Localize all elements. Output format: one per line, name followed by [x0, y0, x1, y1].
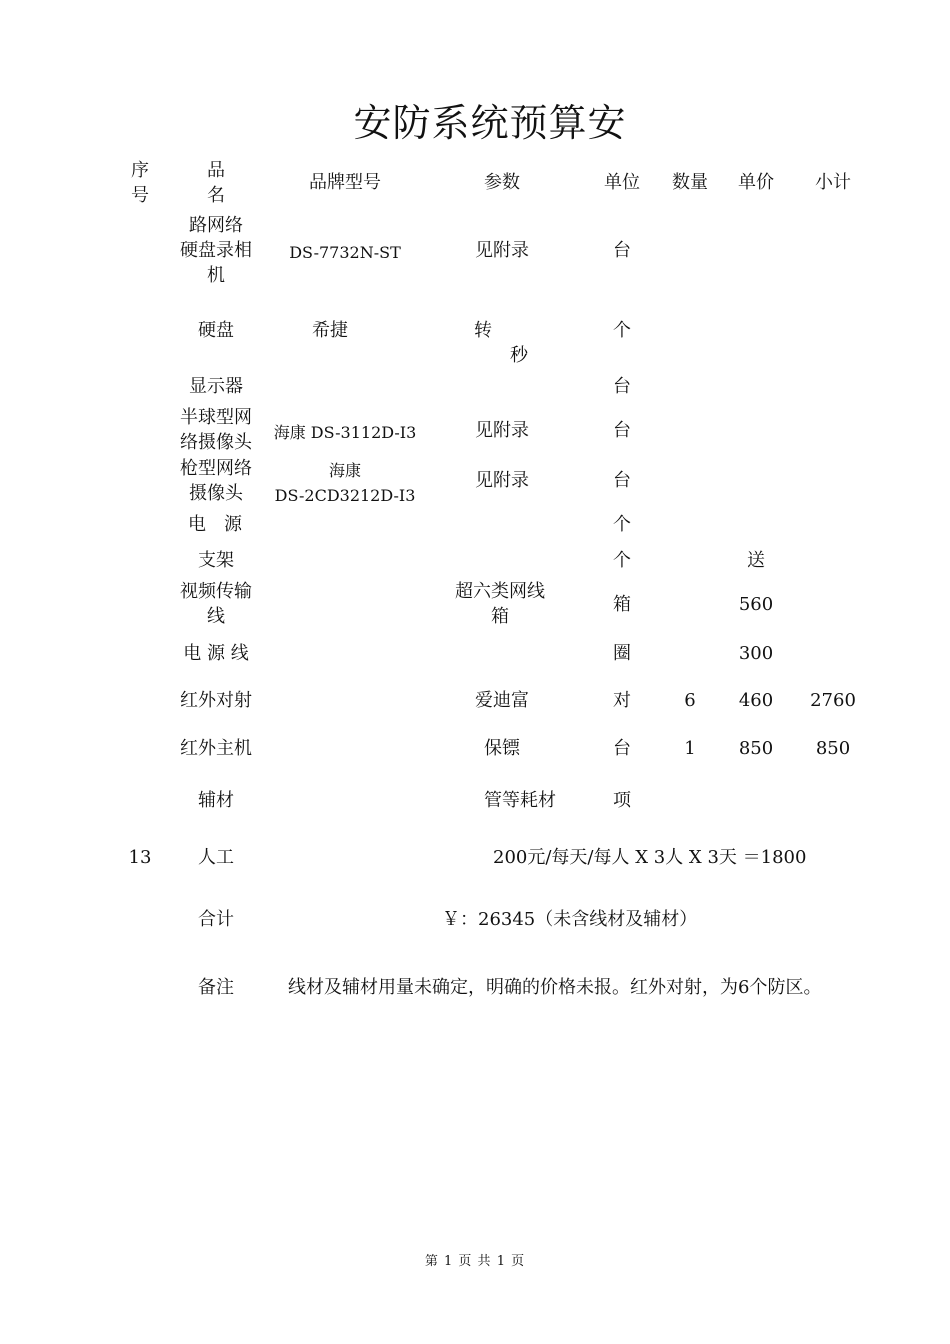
item-unit: 项 — [613, 790, 631, 811]
item-unit: 箱 — [613, 594, 631, 615]
item-unit: 对 — [613, 690, 631, 711]
labor-name: 人工 — [198, 847, 234, 868]
item-param: 管等耗材 — [484, 790, 556, 811]
total-label: 合计 — [198, 909, 234, 930]
labor-detail: 200元/每天/每人 X 3人 X 3天 ＝1800 — [493, 847, 807, 868]
total-value: ￥：26345（未含线材及辅材） — [442, 909, 698, 930]
item-price: 460 — [738, 690, 774, 711]
item-name: 辅材 — [198, 790, 234, 811]
item-unit: 台 — [613, 420, 631, 441]
item-name: 路网络 硬盘录相 机 — [180, 215, 252, 286]
header-param: 参数 — [484, 172, 520, 193]
item-param: 见附录 — [475, 470, 529, 491]
item-subtotal: 850 — [815, 738, 851, 759]
item-unit: 台 — [613, 376, 631, 397]
item-brand: 海康 DS-3112D-I3 — [273, 423, 417, 442]
remark-label: 备注 — [198, 977, 234, 998]
item-param: 转 秒 — [474, 320, 528, 366]
item-name: 支架 — [198, 550, 234, 571]
item-qty: 6 — [684, 690, 696, 711]
item-brand: DS-7732N-ST — [289, 243, 401, 262]
item-unit: 台 — [613, 470, 631, 491]
item-name: 红外主机 — [180, 738, 252, 759]
item-qty: 1 — [684, 738, 696, 759]
item-brand: 海康 DS-2CD3212D-I3 — [274, 461, 416, 505]
page-title: 安防系统预算安 — [353, 101, 627, 145]
item-unit: 台 — [613, 738, 631, 759]
page-footer: 第 1 页 共 1 页 — [424, 1254, 526, 1269]
header-subtotal: 小计 — [815, 172, 851, 193]
item-name: 显示器 — [189, 376, 243, 397]
header-qty: 数量 — [672, 172, 708, 193]
item-param: 保镖 — [484, 738, 520, 759]
labor-seq: 13 — [128, 847, 152, 868]
item-param: 超六类网线 箱 — [455, 581, 545, 627]
item-name: 电 源 — [188, 514, 242, 535]
item-unit: 台 — [613, 240, 631, 261]
item-subtotal: 2760 — [810, 690, 856, 711]
item-name: 红外对射 — [180, 690, 252, 711]
item-param: 爱迪富 — [475, 690, 529, 711]
item-price: 送 — [747, 550, 765, 571]
item-name: 枪型网络 摄像头 — [180, 458, 252, 504]
item-price: 560 — [738, 594, 774, 615]
item-param: 见附录 — [475, 420, 529, 441]
item-unit: 个 — [613, 550, 631, 571]
header-name: 品 名 — [207, 160, 225, 206]
remark-value: 线材及辅材用量未确定，明确的价格未报。红外对射，为6个防区。 — [288, 977, 822, 998]
item-price: 300 — [738, 643, 774, 664]
header-unit: 单位 — [604, 172, 640, 193]
item-unit: 个 — [613, 514, 631, 535]
header-price: 单价 — [738, 172, 774, 193]
item-name: 硬盘 — [198, 320, 234, 341]
item-name: 电 源 线 — [183, 643, 249, 664]
item-name: 半球型网 络摄像头 — [180, 407, 252, 453]
item-name: 视频传输 线 — [180, 581, 252, 627]
header-seq: 序 号 — [131, 160, 149, 206]
item-unit: 个 — [613, 320, 631, 341]
item-param: 见附录 — [475, 240, 529, 261]
header-brand: 品牌型号 — [309, 172, 381, 193]
item-price: 850 — [738, 738, 774, 759]
item-brand: 希捷 — [312, 320, 348, 341]
item-unit: 圈 — [613, 643, 631, 664]
